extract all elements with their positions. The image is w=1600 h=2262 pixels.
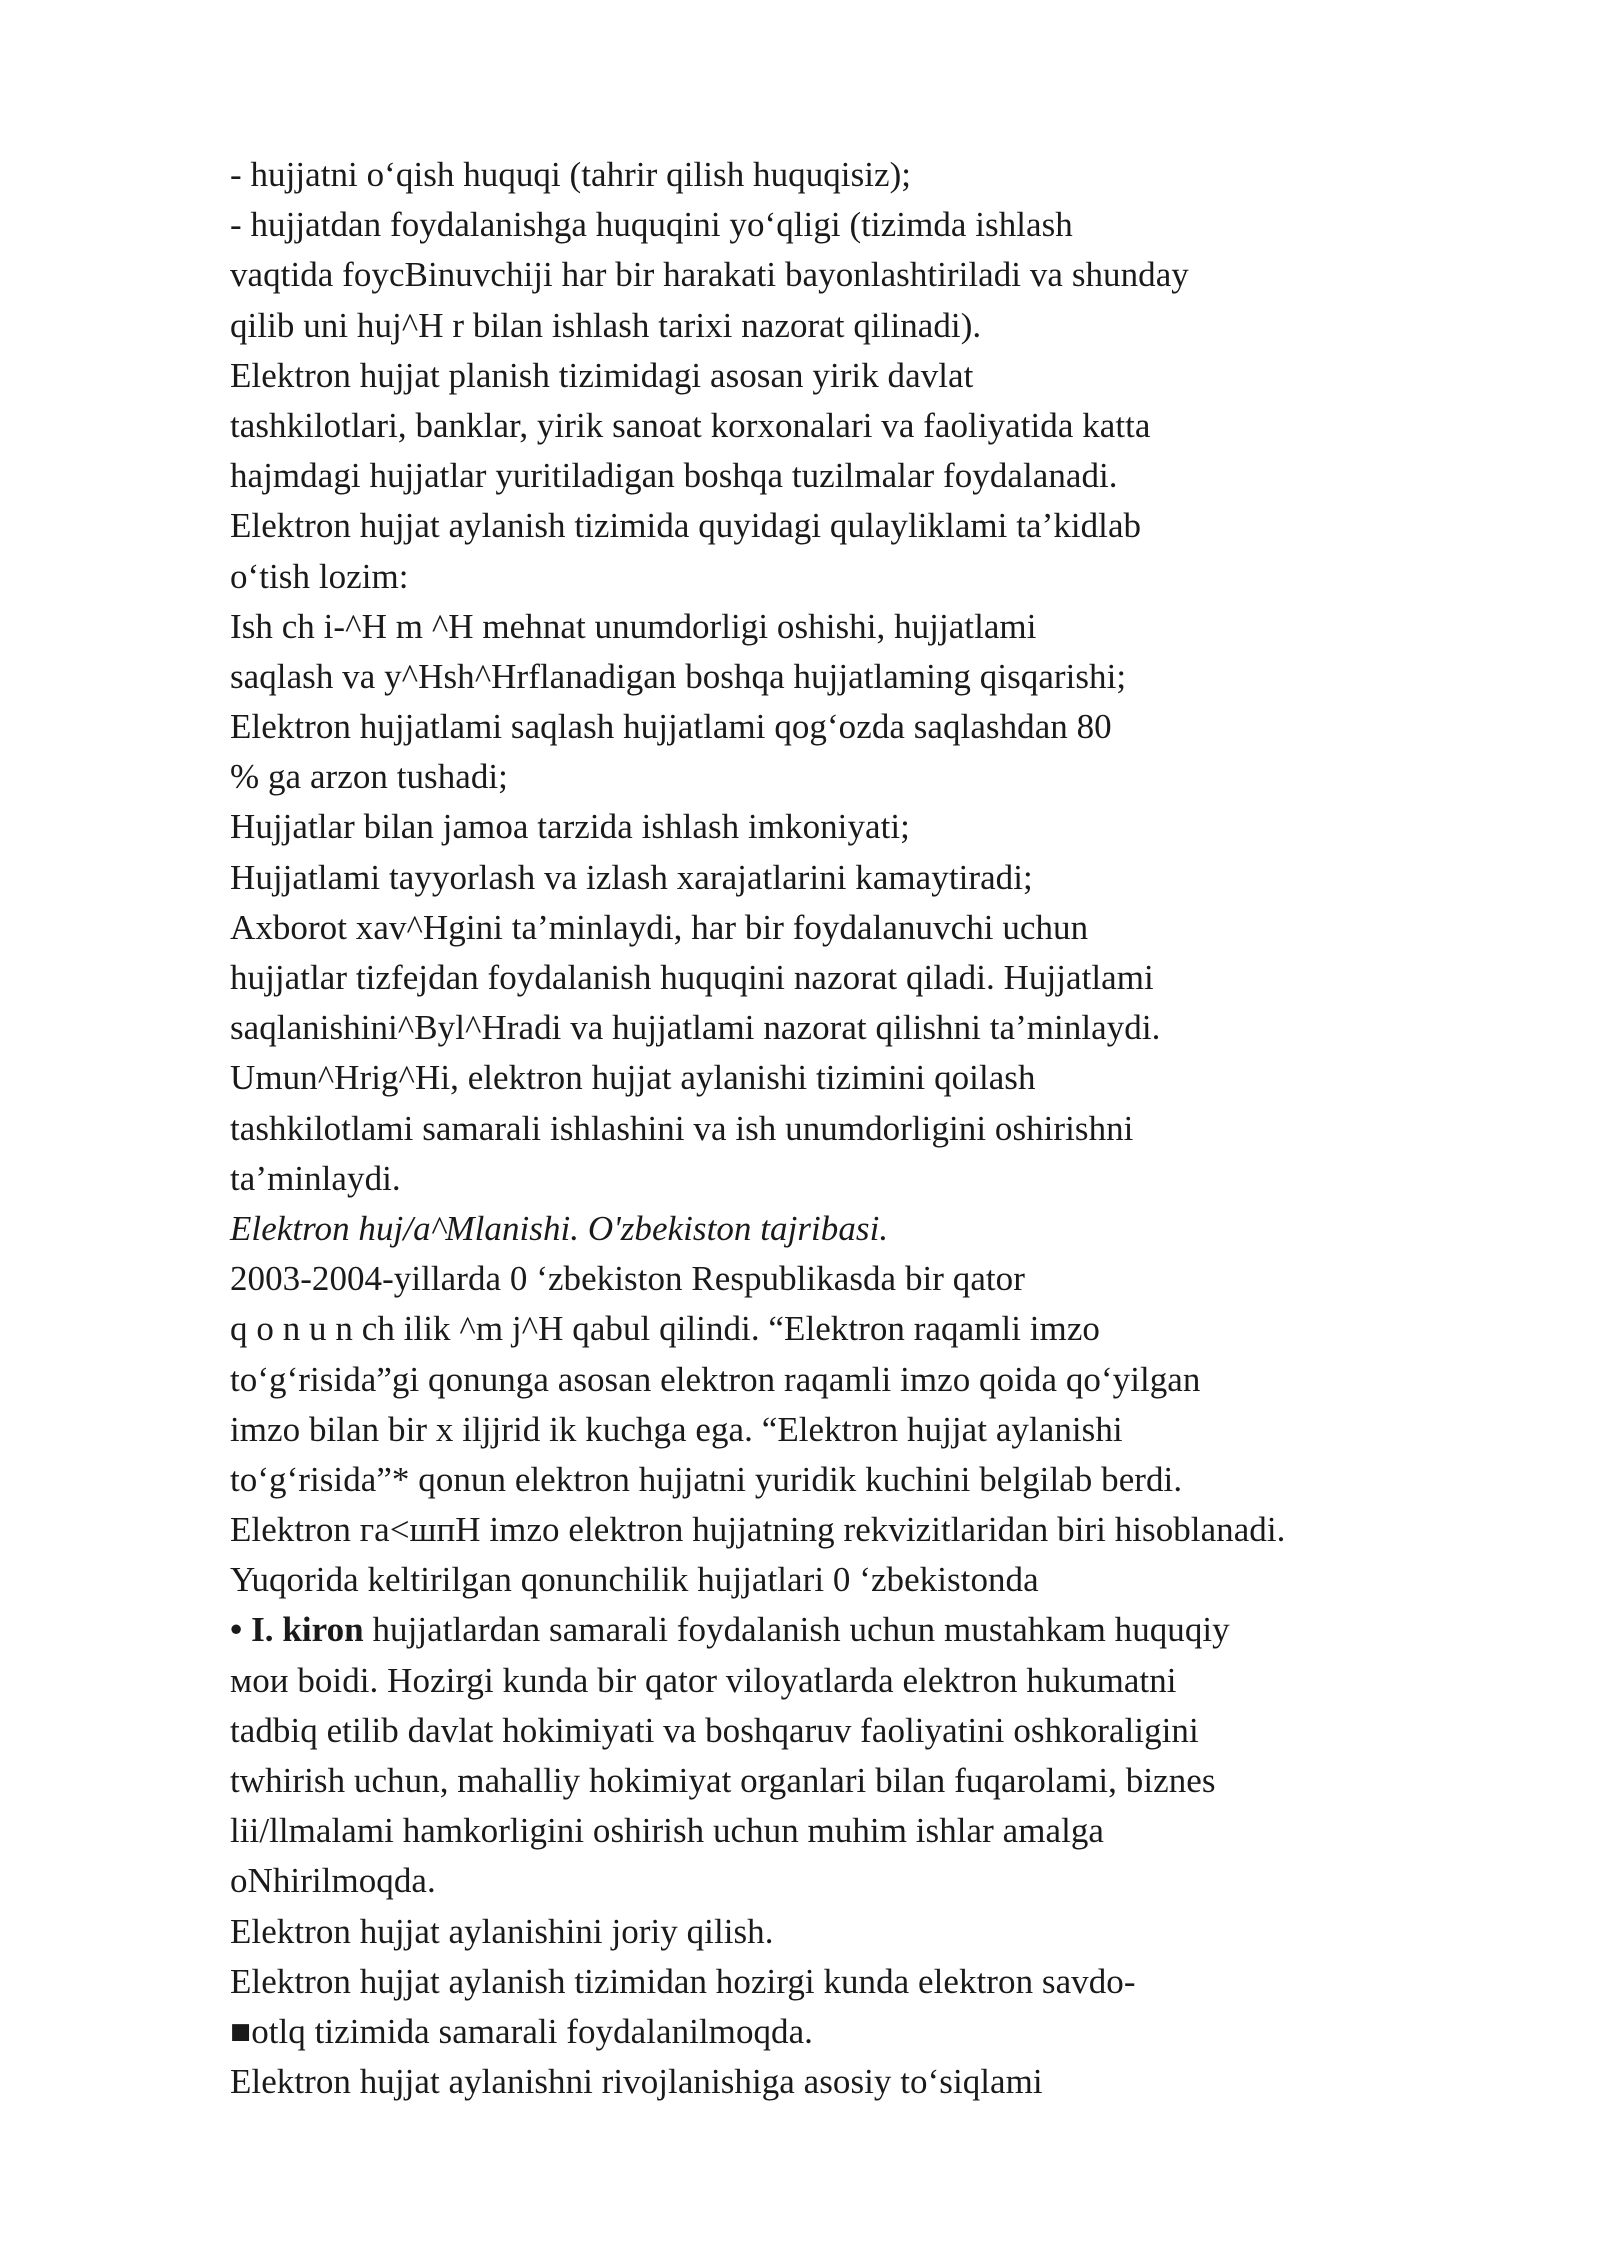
text-line-26: imzo bilan bir x iljjrid ik kuchga ega. “Elektron hujjat aylanishi [230, 1409, 1123, 1449]
text-line-31: мои boidi. Hozirgi kunda bir qator viloyatlarda elektron hukumatni [230, 1660, 1177, 1700]
text-line-7: hajmdagi hujjatlar yuritiladigan boshqa tuzilmalar foydalanadi. [230, 456, 1118, 496]
text-line-33: twhirish uchun, mahalliy hokimiyat organlari bilan fuqarolami, biznes [230, 1761, 1216, 1800]
text-line-36: Elektron hujjat aylanishini joriy qilish. [230, 1911, 774, 1951]
text-line-30-rest: hujjatlardan samarali foydalanish uchun mustahkam huquqiy [372, 1610, 1230, 1650]
document-page [230, 150, 1510, 2107]
text-line-2: - hujjatdan foydalanishga huquqini yo‘qligi (tizimda ishlash [230, 205, 1073, 245]
text-line-21: ta’minlaydi. [230, 1158, 401, 1198]
text-line-3: vaqtida foycBinuvchiji har bir harakati bayonlashtiriladi va shunday [230, 255, 1189, 295]
text-line-10: Ish ch i-^H m ^H mehnat unumdorligi oshishi, hujjatlami [230, 606, 1037, 646]
text-line-18: saqlanishini^Byl^Hradi va hujjatlami nazorat qilishni ta’minlaydi. [230, 1008, 1161, 1048]
text-line-17: hujjatlar tizfejdan foydalanish huquqini nazorat qiladi. Hujjatlami [230, 958, 1154, 997]
text-line-1: - hujjatni o‘qish huquqi (tahrir qilish huquqisiz); [230, 155, 912, 194]
text-line-24: q o n u n ch ilik ^m j^H qabul qilindi. “Elektron raqamli imzo [230, 1309, 1100, 1349]
bold-prefix: • I. kiron [230, 1610, 364, 1650]
text-line-13: % ga arzon tushadi; [230, 757, 508, 797]
text-line-27: to‘g‘risida”* qonun elektron hujjatni yuridik kuchini belgilab berdi. [230, 1459, 1183, 1499]
text-line-15: Hujjatlami tayyorlash va izlash xarajatlarini kamaytiradi; [230, 857, 1033, 897]
text-line-39: Elektron hujjat aylanishni rivojlanishiga asosiy to‘siqlami [230, 2062, 1043, 2102]
text-line-6: tashkilotlari, banklar, yirik sanoat korxonalari va faoliyatida katta [230, 405, 1151, 445]
text-line-30 [230, 1605, 1510, 1655]
text-line-34: lii/llmalami hamkorligini oshirish uchun muhim ishlar amalga [230, 1811, 1104, 1851]
text-line-35: oNhirilmoqda. [230, 1861, 436, 1901]
text-line-19: Umun^Hrig^Hi, elektron hujjat aylanishi tizimini qoilash [230, 1058, 1036, 1098]
text-line-37: Elektron hujjat aylanish tizimidan hozirgi kunda elektron savdo- [230, 1961, 1136, 2001]
text-line-20: tashkilotlami samarali ishlashini va ish unumdorligini oshirishni [230, 1108, 1134, 1148]
text-line-11: saqlash va y^Hsh^Hrflanadigan boshqa hujjatlaming qisqarishi; [230, 656, 1127, 696]
text-line-4: qilib uni huj^H r bilan ishlash tarixi nazorat qilinadi). [230, 305, 982, 345]
text-line-5: Elektron hujjat planish tizimidagi asosan yirik davlat [230, 355, 974, 395]
section-heading: Elektron huj/a^Mlanishi. O'zbekiston tajribasi. [230, 1208, 889, 1248]
text-line-28: Elektron гa<шпH imzo elektron hujjatning rekvizitlaridan biri hisoblanadi. [230, 1510, 1286, 1550]
text-line-23: 2003-2004-yillarda 0 ‘zbekiston Respublikasda bir qator [230, 1259, 1025, 1299]
text-line-9: o‘tish lozim: [230, 556, 409, 596]
text-line-29: Yuqorida keltirilgan qonunchilik hujjatlari 0 ‘zbekistonda [230, 1560, 1039, 1600]
text-line-8: Elektron hujjat aylanish tizimida quyidagi qulayliklami ta’kidlab [230, 506, 1142, 546]
text-line-32: tadbiq etilib davlat hokimiyati va boshqaruv faoliyatini oshkoraligini [230, 1710, 1199, 1750]
text-line-12: Elektron hujjatlami saqlash hujjatlami qog‘ozda saqlashdan 80 [230, 707, 1112, 747]
text-line-16: Axborot xav^Hgini ta’minlaydi, har bir foydalanuvchi uchun [230, 907, 1089, 947]
text-line-25: to‘g‘risida”gi qonunga asosan elektron raqamli imzo qoida qo‘yilgan [230, 1359, 1201, 1399]
text-line-14: Hujjatlar bilan jamoa tarzida ishlash imkoniyati; [230, 807, 910, 847]
text-line-38: ■otlq tizimida samarali foydalanilmoqda. [230, 2011, 813, 2051]
